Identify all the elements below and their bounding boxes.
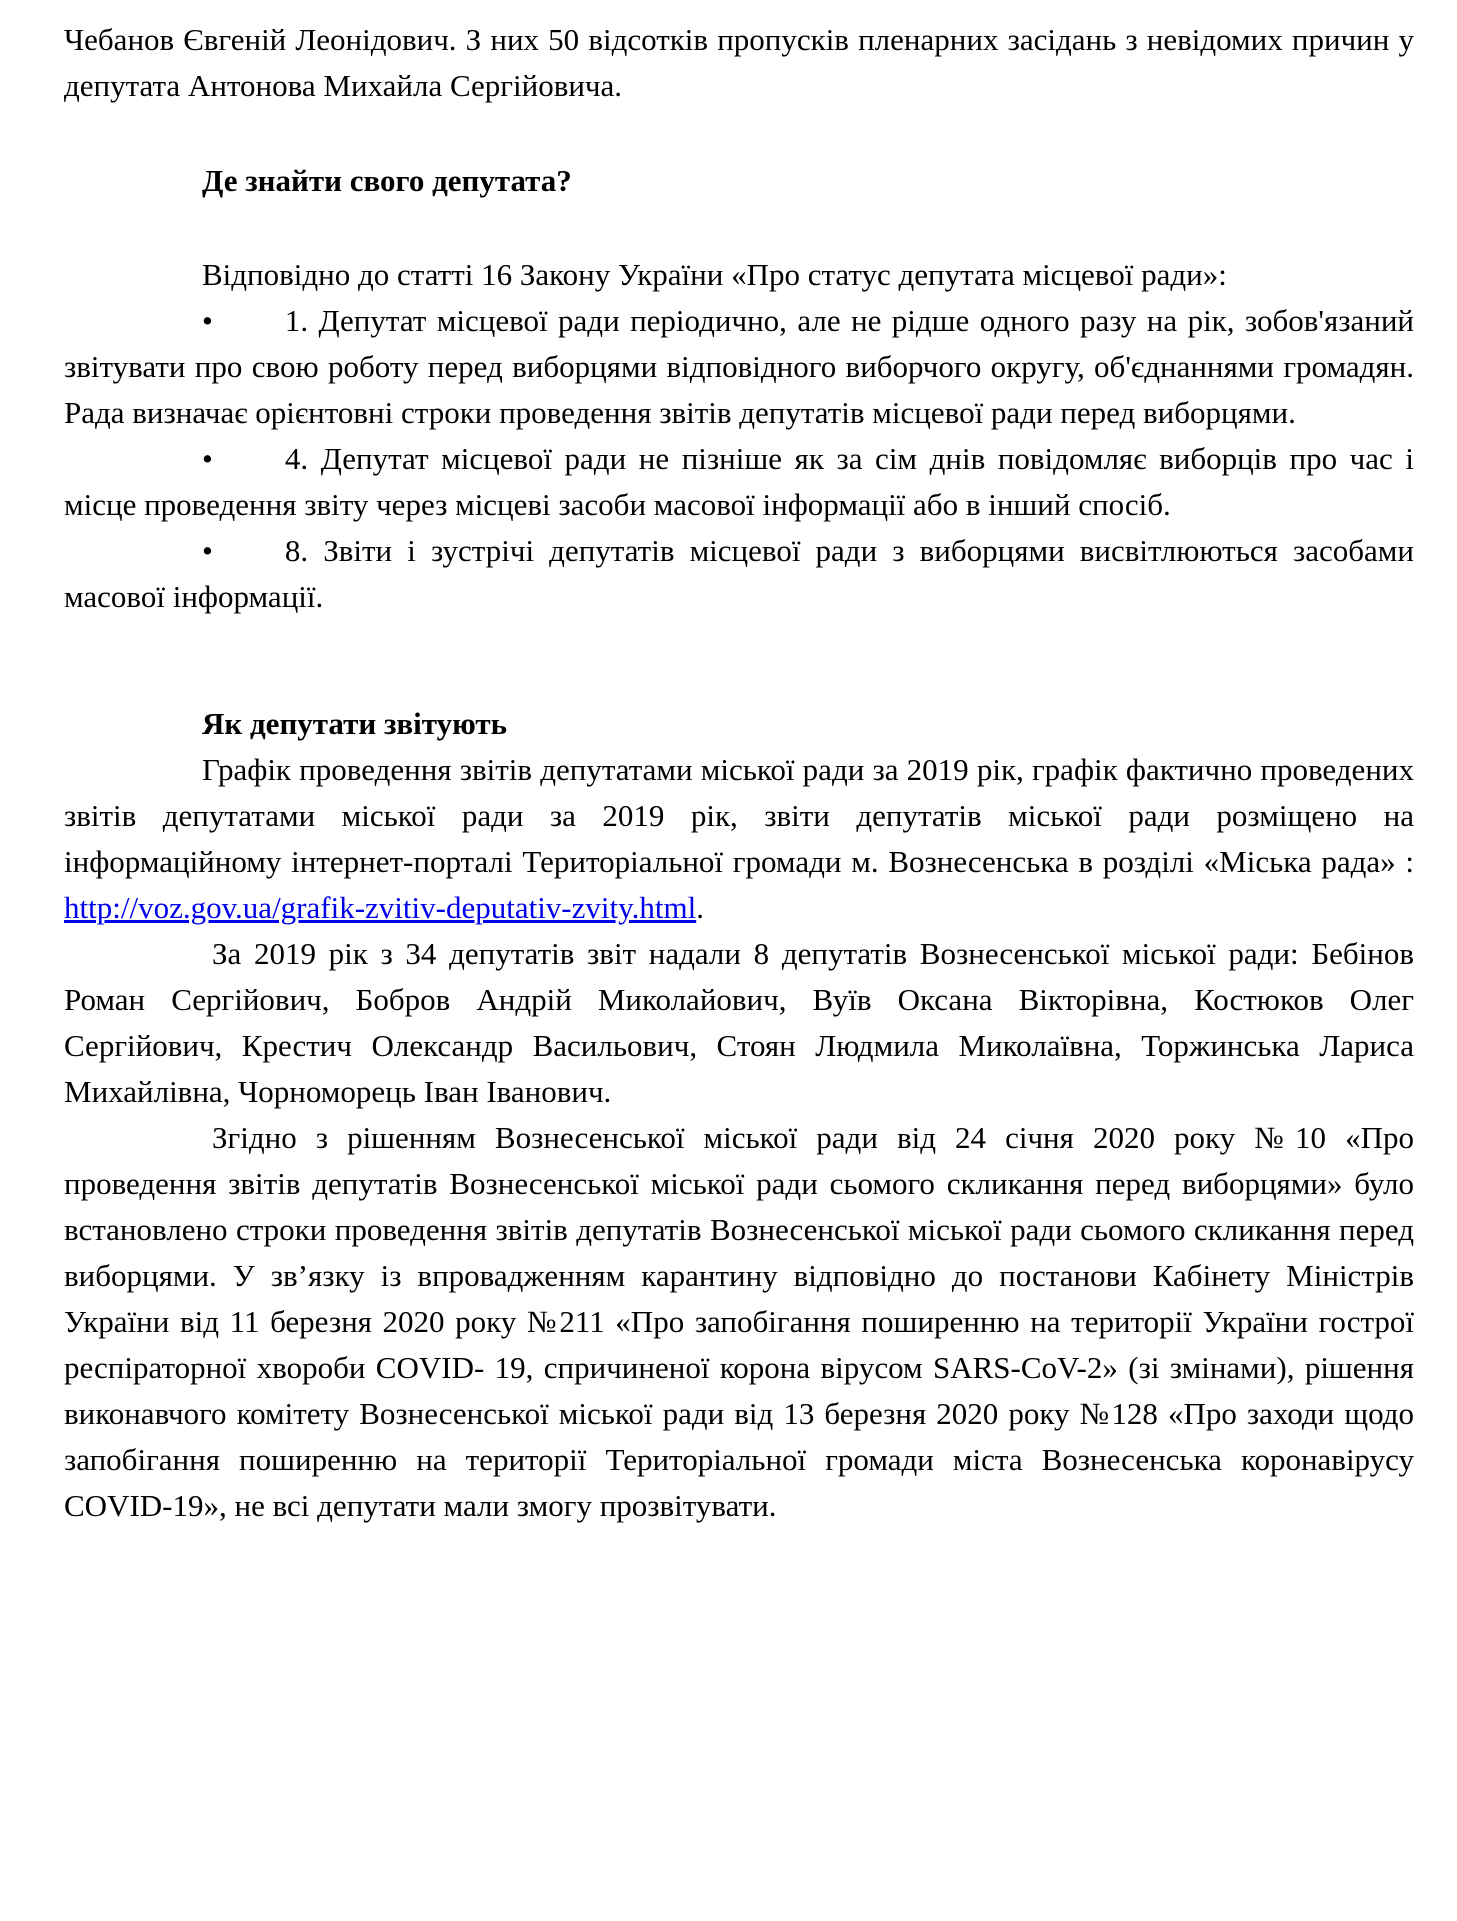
paragraph-intro: Чебанов Євгеній Леонідович. З них 50 відсотків пропусків пленарних засідань з невідомих причин у депутата Антонова Михайла Сергійовича. — [64, 22, 1414, 103]
bullet-item-1 — [64, 298, 1414, 436]
link-trailing-period: . — [696, 890, 704, 925]
bullet-icon: • — [202, 303, 213, 338]
bullet-icon: • — [202, 533, 213, 568]
paragraph-grafik-text: Графік проведення звітів депутатами міської ради за 2019 рік, графік фактично проведених звітів депутатами міської ради за 2019 рік, звіти депутатів міської ради розміщено на інформаційному інтернет-порталі Територіальної громади м. Вознесенська в розділі «Міська рада» : — [64, 752, 1414, 879]
bullet-icon: • — [202, 441, 213, 476]
heading-find-deputy: Де знайти свого депутата? — [202, 163, 572, 198]
grafik-zvitiv-link[interactable]: http://voz.gov.ua/grafik-zvitiv-deputativ-zvity.html — [64, 890, 697, 925]
bullet-item-2-text: 4. Депутат місцевої ради не пізніше як за сім днів повідомляє виборців про час і місце проведення звіту через місцеві засоби масової інформації або в інший спосіб. — [64, 441, 1414, 522]
paragraph-report-2019: За 2019 рік з 34 депутатів звіт надали 8 депутатів Вознесенської міської ради: Бебінов Роман Сергійович, Бобров Андрій Миколайович, Вуїв Оксана Вікторівна, Костюков Олег Сергійович, Крестич Олександр Васильович, Стоян Людмила Миколаївна, Торжинська Лариса Михайлівна, Чорноморець Іван Іванович. — [64, 936, 1414, 1109]
bullet-item-1-text: 1. Депутат місцевої ради періодично, але не рідше одного разу на рік, зобов'язаний звітувати про свою роботу перед виборцями відповідного виборчого округу, об'єднаннями громадян. Рада визначає орієнтовні строки проведення звітів депутатів місцевої ради перед виборцями. — [64, 303, 1414, 430]
bullet-item-3 — [64, 528, 1414, 620]
heading-how-report: Як депутати звітують — [202, 706, 507, 741]
bullet-item-2 — [64, 436, 1414, 528]
paragraph-law-intro: Відповідно до статті 16 Закону України «Про статус депутата місцевої ради»: — [202, 257, 1227, 292]
bullet-item-3-text: 8. Звіти і зустрічі депутатів місцевої ради з виборцями висвітлюються засобами масової інформації. — [64, 533, 1414, 614]
paragraph-grafik — [64, 747, 1414, 931]
paragraph-decision: Згідно з рішенням Вознесенської міської ради від 24 січня 2020 року №10 «Про проведення звітів депутатів Вознесенської міської ради сьомого скликання перед виборцями» було встановлено строки проведення звітів депутатів Вознесенської міської ради сьомого скликання перед виборцями. У зв’язку із впровадженням карантину відповідно до постанови Кабінету Міністрів України від 11 березня 2020 року №211 «Про запобігання поширенню на території України гострої респіраторної хвороби COVID- 19, спричиненої корона вірусом SARS-CoV-2» (зі змінами), рішення виконавчого комітету Вознесенської міської ради від 13 березня 2020 року №128 «Про заходи щодо запобігання поширенню на території Територіальної громади міста Вознесенська коронавірусу COVID-19», не всі депутати мали змогу прозвітувати. — [64, 1120, 1414, 1523]
